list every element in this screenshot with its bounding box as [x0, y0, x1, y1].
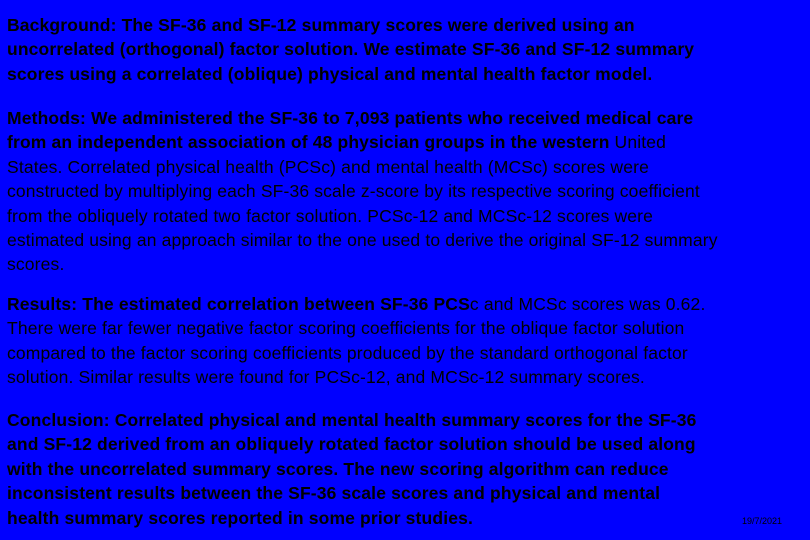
date-stamp: 19/7/2021 — [741, 516, 782, 526]
methods-line: from the obliquely rotated two factor solution. PCSc-12 and MCSc-12 scores were — [7, 205, 654, 226]
background-line: scores using a correlated (oblique) physical and mental health factor model. — [7, 63, 653, 84]
conclusion-line: health summary scores reported in some prior studies. — [7, 507, 474, 528]
methods-line-normal-part: United — [609, 132, 667, 153]
background-line: uncorrelated (orthogonal) factor solution. We estimate SF-36 and SF-12 summary — [7, 39, 695, 60]
conclusion-paragraph — [7, 408, 697, 530]
results-line — [7, 292, 705, 316]
methods-line: States. Correlated physical health (PCSc) and mental health (MCSc) scores were — [7, 156, 649, 177]
conclusion-line: Conclusion: Correlated physical and mental health summary scores for the SF-36 — [7, 410, 697, 430]
results-line: compared to the factor scoring coefficients produced by the standard orthogonal factor — [7, 342, 688, 363]
background-paragraph — [7, 13, 694, 86]
conclusion-line: inconsistent results between the SF-36 scale scores and physical and mental — [7, 483, 661, 504]
results-line-bold-part: Results: The estimated correlation between SF-36 PCS — [7, 294, 470, 314]
results-line: There were far fewer negative factor scoring coefficients for the oblique factor solution — [7, 318, 685, 339]
results-line: solution. Similar results were found for PCSc-12, and MCSc-12 summary scores. — [7, 367, 645, 388]
methods-line: Methods: We administered the SF-36 to 7,093 patients who received medical care — [7, 108, 694, 128]
methods-line: constructed by multiplying each SF-36 scale z-score by its respective scoring coefficient — [7, 181, 700, 202]
methods-line-bold-part: from an independent association of 48 physician groups in the western — [7, 132, 610, 153]
methods-line — [7, 130, 718, 154]
methods-paragraph — [7, 106, 718, 277]
results-paragraph — [7, 292, 705, 390]
conclusion-line: with the uncorrelated summary scores. The new scoring algorithm can reduce — [7, 458, 669, 479]
results-line-normal-part: c and MCSc scores was 0.62. — [469, 294, 706, 314]
background-line: Background: The SF-36 and SF-12 summary scores were derived using an — [7, 15, 635, 35]
conclusion-line: and SF-12 derived from an obliquely rotated factor solution should be used along — [7, 434, 696, 455]
methods-line: scores. — [7, 254, 65, 275]
methods-line: estimated using an approach similar to the one used to derive the original SF-12 summary — [7, 230, 718, 251]
